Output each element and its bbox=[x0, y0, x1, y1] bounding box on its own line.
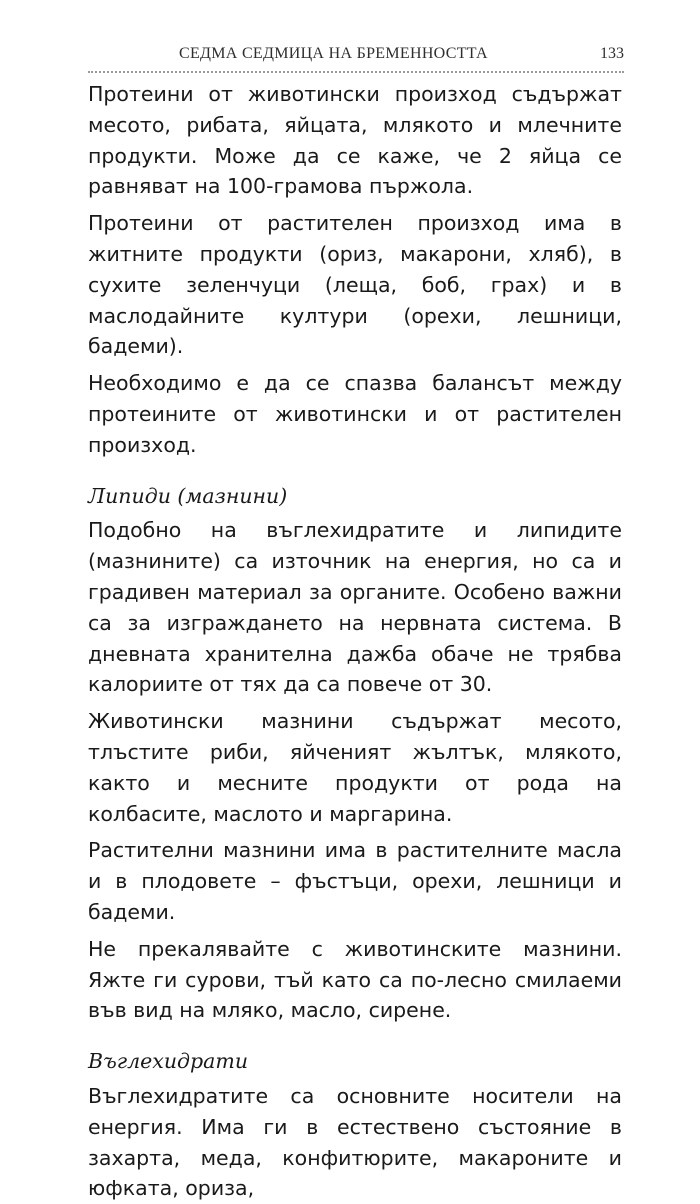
header-dotted-rule bbox=[88, 71, 624, 73]
paragraph-plant-proteins: Протеини от растителен произход има в житните продукти (ориз, макарони, хляб), в сухите зеленчуци (леща, боб, грах) и в маслодайните култури (орехи, лешници, бадеми). bbox=[88, 211, 622, 359]
section-heading-lipids: Липиди (мазнини) bbox=[88, 483, 288, 508]
page-header bbox=[88, 36, 624, 66]
running-head: СЕДМА СЕДМИЦА НА БРЕМЕННОСТТА bbox=[179, 45, 488, 62]
paragraph-lipids-intro: Подобно на въглехидратите и липидите (мазнините) са източник на енергия, но са и градивен материал за органите. Особено важни са за изграждането на нервната система. В дневната хранителна дажба обаче не трябва калориите от тях да са повече от 30. bbox=[88, 518, 622, 697]
paragraph-animal-proteins: Протеини от животински произход съдържат месото, рибата, яйцата, млякото и млечните продукти. Може да се каже, че 2 яйца се равняват на 100-грамова пържола. bbox=[88, 82, 622, 199]
section-heading-carbohydrates: Въглехидрати bbox=[88, 1049, 249, 1074]
paragraph-protein-balance: Необходимо е да се спазва балансът между протеините от животински и от растителен произход. bbox=[88, 371, 622, 457]
body-text bbox=[88, 79, 622, 1204]
paragraph-fats-advice: Не прекалявайте с животинските мазнини. Яжте ги сурови, тъй като са по-лесно смилаеми във вид на мляко, масло, сирене. bbox=[88, 936, 622, 1023]
paragraph-plant-fats: Растителни мазнини има в растителните масла и в плодовете – фъстъци, орехи, лешници и бадеми. bbox=[88, 838, 622, 924]
page-number: 133 bbox=[600, 45, 624, 62]
paragraph-animal-fats: Животински мазнини съдържат месото, тлъстите риби, яйченият жълтък, млякото, както и месните продукти от рода на колбасите, маслото и маргарина. bbox=[88, 709, 622, 826]
paragraph-carbohydrates: Въглехидратите са основните носители на енергия. Има ги в естествено състояние в захарта, меда, конфитюрите, макароните и юфката, ориза, bbox=[88, 1083, 622, 1201]
